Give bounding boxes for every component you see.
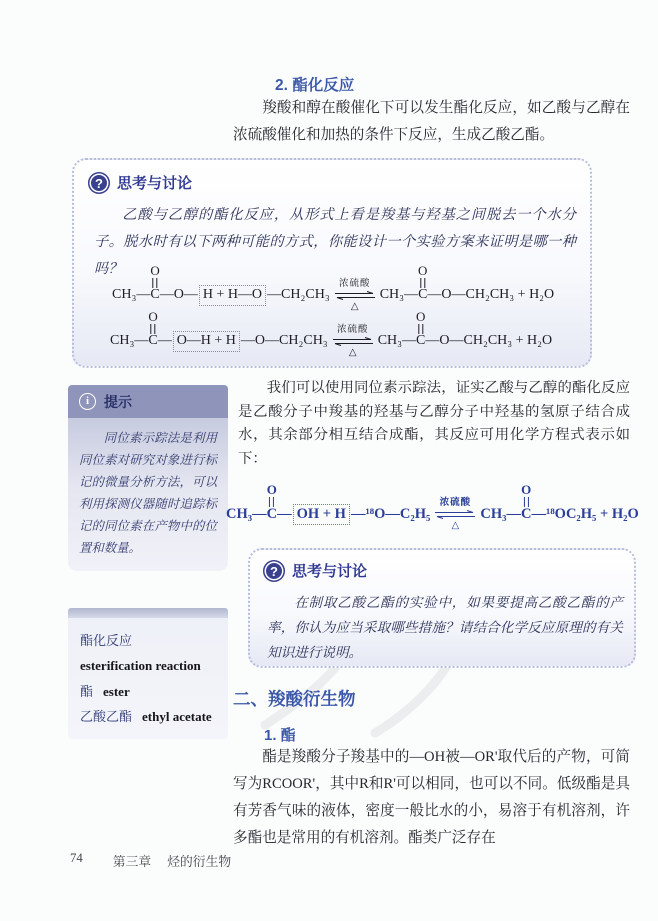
- think-discuss-title: 思考与讨论: [292, 562, 368, 580]
- esterification-equation-way2: [110, 299, 552, 358]
- formula-token: CH₃—: [377, 333, 417, 349]
- formula-token: —O—CH₂CH₃: [240, 333, 328, 349]
- info-icon: [79, 393, 96, 410]
- heat-symbol: △: [348, 347, 357, 359]
- formula-token: CH₃—: [226, 506, 267, 522]
- oxygen-atom: O: [150, 263, 160, 279]
- double-bond: [153, 278, 158, 288]
- think-discuss-header: [263, 560, 367, 582]
- formula-token: —O—CH₂CH₃ + H₂O: [425, 333, 553, 349]
- vocab-term: [80, 679, 216, 704]
- carbonyl-group: [266, 482, 278, 523]
- oxygen-atom: O: [521, 482, 532, 497]
- carbonyl-oxygen: [416, 310, 425, 334]
- reaction-conditions: [434, 498, 476, 531]
- vocab-term-en: esterification reaction: [80, 658, 201, 674]
- double-bond: [151, 324, 156, 334]
- oxygen-atom: O: [418, 263, 428, 279]
- leaving-group-box: O—H + H: [173, 331, 240, 352]
- carbonyl-oxygen: [521, 483, 531, 507]
- double-bond: [418, 324, 423, 334]
- think-discuss-header: [88, 172, 192, 194]
- subsection-heading-ester: 1. 酯: [264, 727, 296, 744]
- chapter-title: 烃的衍生物: [167, 855, 232, 869]
- carbonyl-oxygen: [267, 483, 277, 507]
- chapter-label: 第三章: [112, 855, 152, 869]
- isotope-labeled-equation: [226, 472, 639, 531]
- formula-token: —CH₂CH₃: [267, 287, 330, 303]
- catalyst-label: 浓硫酸: [439, 498, 472, 508]
- catalyst-label: 浓硫酸: [338, 279, 371, 289]
- vocab-term: [80, 704, 216, 729]
- question-swirl-icon: [263, 560, 285, 582]
- carbon-atom: C: [418, 287, 428, 303]
- equilibrium-arrows-icon: [332, 337, 374, 346]
- think-discuss-body: 在制取乙酸乙酯的实验中，如果要提高乙酸乙酯的产率，你认为应当采取哪些措施？请结合化学反应原理的有关知识进行说明。: [267, 595, 623, 661]
- carbonyl-group: [148, 309, 158, 350]
- icon-glyph: ?: [270, 563, 278, 579]
- carbonyl-group: [416, 309, 426, 350]
- catalyst-label: 浓硫酸: [336, 325, 369, 335]
- hint-title: 提示: [104, 393, 132, 410]
- intro-paragraph: 羧酸和醇在酸催化下可以发生酯化反应，如乙酸与乙醇在浓硫酸催化和加热的条件下反应，生成乙酸乙酯。: [233, 100, 630, 143]
- section-heading-derivatives: 二、羧酸衍生物: [233, 689, 356, 709]
- page-number: 74: [70, 851, 83, 865]
- think-discuss-title: 思考与讨论: [117, 174, 193, 192]
- leaving-group-box: OH + H: [293, 504, 350, 525]
- carbon-atom: C: [148, 333, 158, 349]
- oxygen-atom: O: [416, 309, 426, 325]
- formula-token: —O—CH₂CH₃ + H₂O: [427, 287, 555, 303]
- vocab-box-body: [68, 618, 228, 739]
- oxygen-atom: O: [148, 309, 158, 325]
- vocab-box-strip: [68, 608, 228, 618]
- isotope-paragraph: 我们可以使用同位素示踪法，证实乙酸与乙醇的酯化反应是乙酸分子中羧基的羟基与乙醇分子中羟基的氢原子结合成水，其余部分相互结合成酯，其反应可用化学方程式表示如下：: [238, 380, 630, 467]
- carbon-atom: C: [416, 333, 426, 349]
- carbon-atom: C: [520, 506, 532, 522]
- formula-token: —¹⁸O—C₂H₅: [350, 506, 431, 522]
- hint-text: 同位素示踪法是利用同位素对研究对象进行标记的微量分析方法，可以利用探测仪器随时追踪标记的同位素在产物中的位置和数量。: [79, 431, 217, 556]
- vocabulary-box: [68, 608, 228, 739]
- carbonyl-oxygen: [150, 264, 159, 288]
- icon-glyph: i: [85, 395, 90, 407]
- carbonyl-group: [520, 482, 532, 523]
- ester-paragraph: 酯是羧酸分子羧基中的—OH被—OR'取代后的产物，可简写为RCOOR'，其中R和R'可以相同，也可以不同。低级酯是具有芳香气味的液体，密度一般比水的小，易溶于有机溶剂，许多酯也是常用的有机溶剂。酯类广泛存在: [233, 749, 630, 846]
- double-bond: [524, 497, 529, 507]
- think-discuss-body: 乙酸与乙醇的酯化反应，从形式上看是羧基与羟基之间脱去一个水分子。脱水时有以下两种可能的方式，你能设计一个实验方案来证明是哪一种吗？: [94, 207, 576, 277]
- heat-symbol: △: [350, 301, 359, 313]
- carbonyl-oxygen: [418, 264, 427, 288]
- hint-header: [68, 385, 228, 418]
- subsection-heading-esterification: 2. 酯化反应: [275, 77, 355, 94]
- formula-token: CH₃—: [379, 287, 419, 303]
- oxygen-atom: O: [266, 482, 277, 497]
- carbonyl-oxygen: [148, 310, 157, 334]
- carbon-atom: C: [266, 506, 278, 522]
- formula-token: —: [277, 506, 292, 522]
- formula-token: —O—: [159, 287, 198, 303]
- formula-token: —¹⁸OC₂H₅ + H₂O: [531, 506, 639, 522]
- question-swirl-icon: [88, 172, 110, 194]
- vocab-term-en: ethyl acetate: [142, 709, 212, 725]
- hint-box: [68, 385, 228, 571]
- icon-glyph: ?: [95, 175, 103, 191]
- reaction-conditions: [332, 325, 374, 358]
- heat-symbol: △: [451, 520, 460, 532]
- formula-token: CH₃—: [112, 287, 151, 303]
- equilibrium-arrows-icon: [434, 510, 476, 519]
- formula-token: —: [157, 333, 172, 349]
- vocab-term-en: ester: [103, 683, 130, 699]
- hint-body: [68, 418, 228, 571]
- leaving-group-box: H + H—O: [199, 285, 266, 306]
- vocab-term-zh: 酯: [80, 683, 94, 699]
- page-footer: [70, 851, 231, 870]
- carbon-atom: C: [150, 287, 160, 303]
- vocab-term-zh: 酯化反应: [80, 633, 133, 648]
- double-bond: [269, 497, 274, 507]
- think-discuss-box-2: [248, 548, 636, 668]
- formula-token: CH₃—: [480, 506, 521, 522]
- vocab-term-zh: 乙酸乙酯: [80, 709, 133, 725]
- double-bond: [420, 278, 425, 288]
- formula-token: CH₃—: [110, 333, 149, 349]
